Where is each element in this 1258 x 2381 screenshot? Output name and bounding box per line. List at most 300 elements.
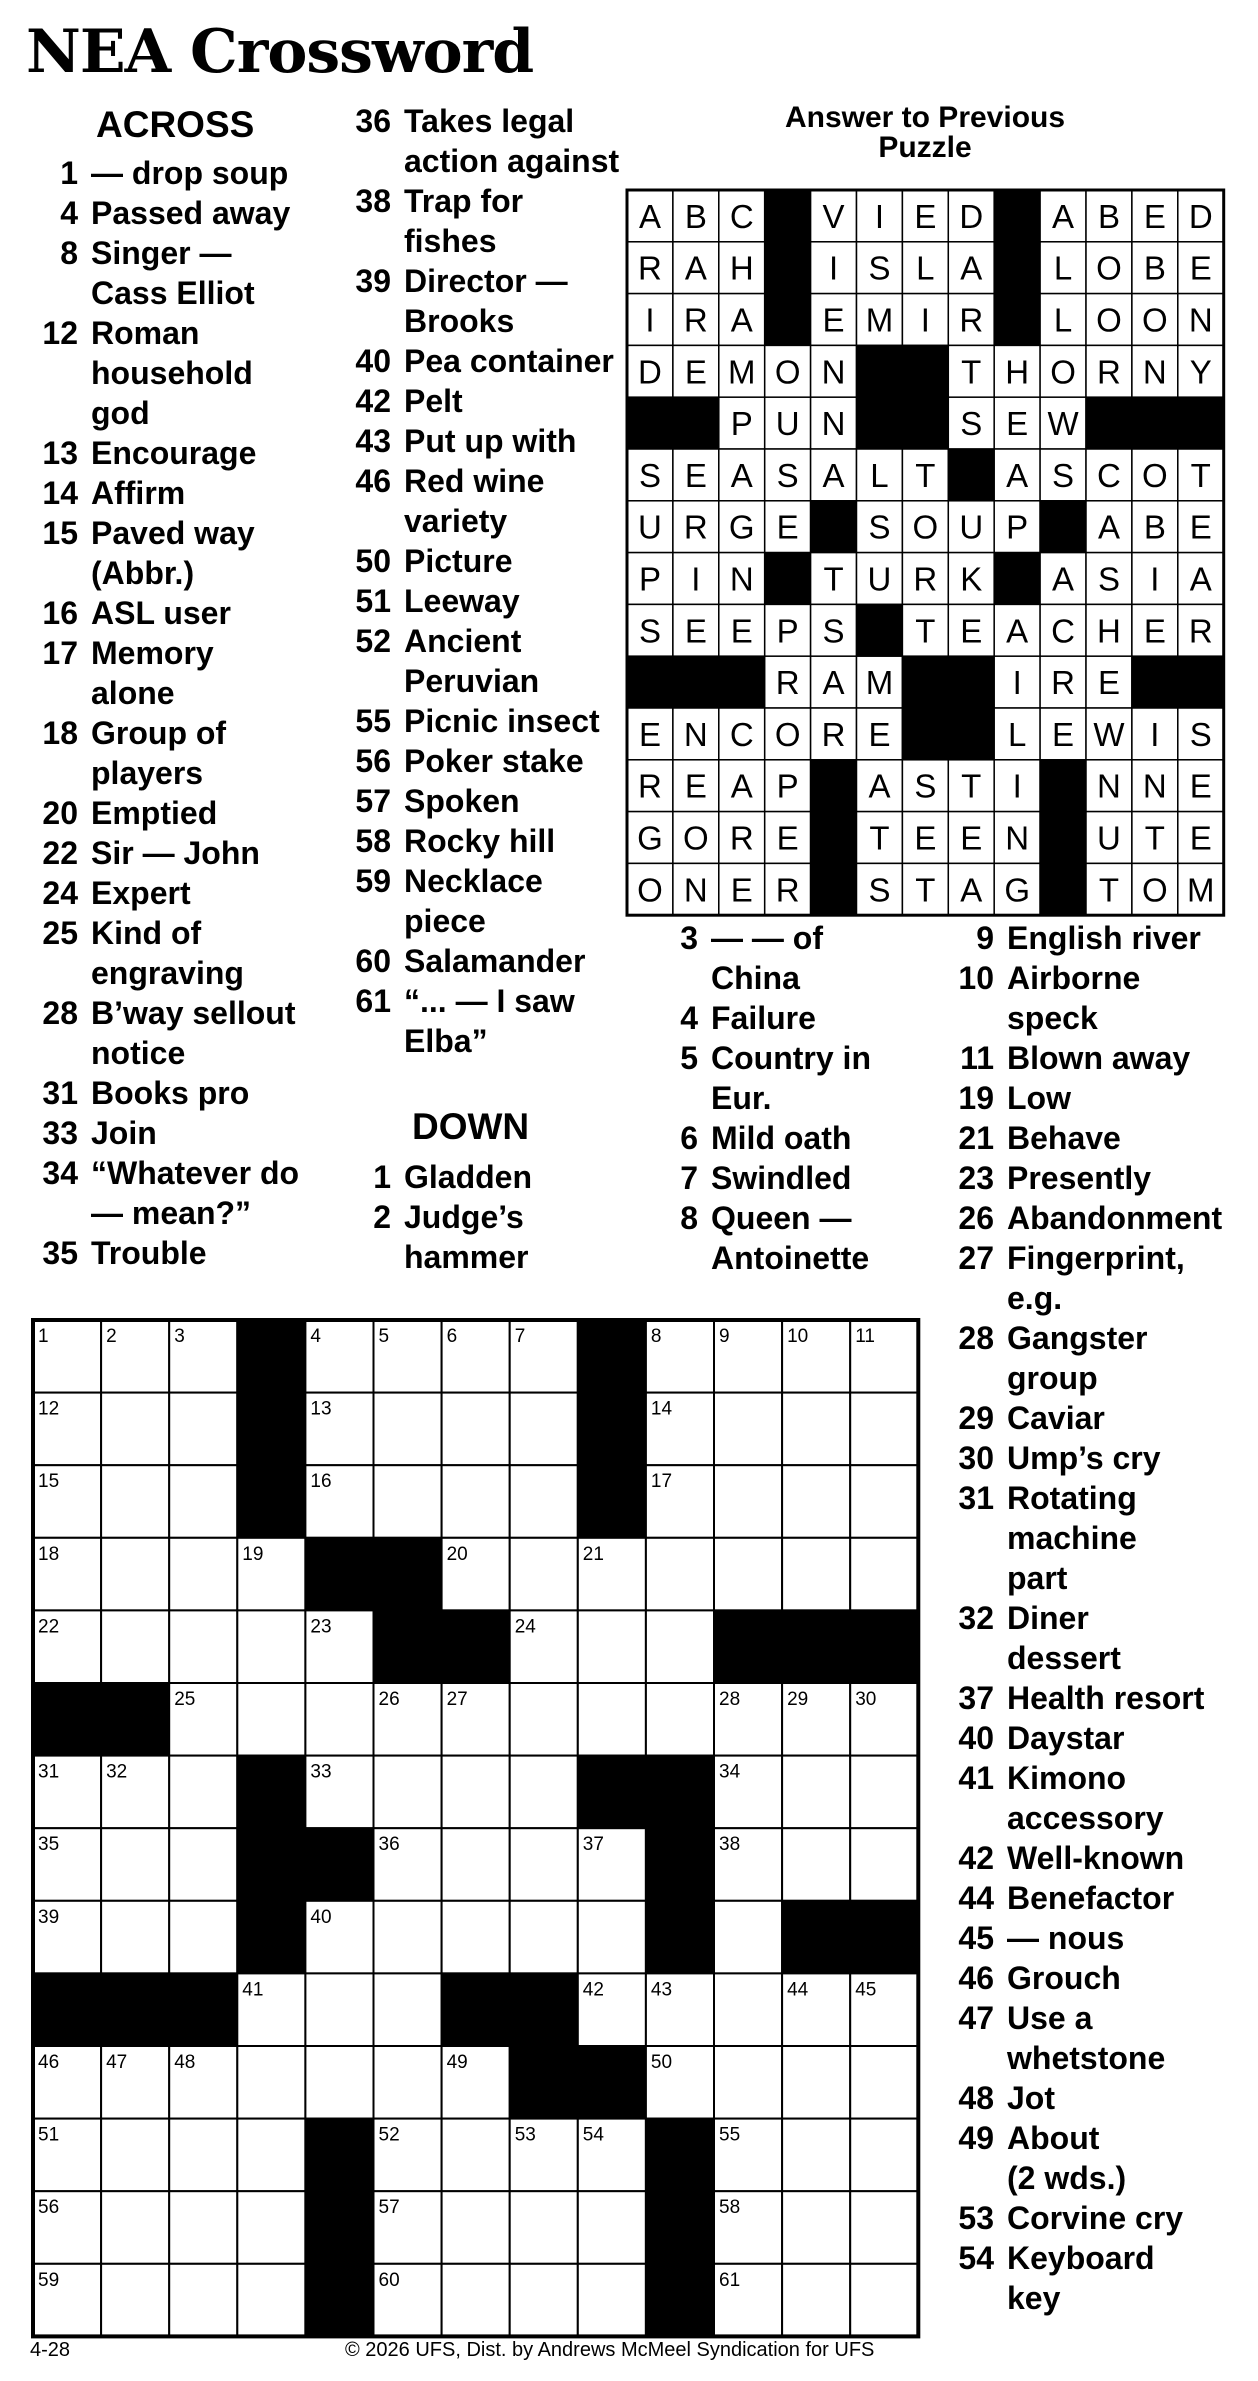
clue-number: 22 (42, 835, 78, 871)
grid-cell[interactable] (510, 1465, 578, 1538)
grid-cell[interactable] (374, 1465, 442, 1538)
clue-number: 30 (958, 1440, 994, 1476)
grid-cell[interactable] (101, 1610, 169, 1683)
clue-number: 44 (958, 1880, 994, 1916)
grid-cell[interactable] (782, 2046, 850, 2119)
clue-text: Picture (404, 543, 513, 579)
grid-cell[interactable] (850, 2264, 918, 2337)
answer-letter: M (1187, 871, 1215, 909)
grid-cell[interactable] (101, 2264, 169, 2337)
cell-number: 12 (38, 1398, 60, 1420)
grid-cell[interactable] (782, 1828, 850, 1901)
answer-letter: M (865, 664, 894, 702)
answer-letter: G (728, 508, 755, 546)
grid-cell[interactable] (578, 2191, 646, 2264)
answer-letter: S (1097, 560, 1120, 598)
clue-number: 39 (355, 263, 391, 299)
grid-block (646, 1756, 714, 1829)
clue-text: Country in Eur. (711, 1040, 871, 1116)
answer-letter: L (1053, 301, 1073, 339)
clue-text: Blown away (1007, 1040, 1191, 1076)
clue-text: About (2 wds.) (1007, 2120, 1127, 2196)
clue-text: Behave (1007, 1120, 1121, 1156)
grid-cell[interactable] (782, 2264, 850, 2337)
grid-cell[interactable] (237, 2191, 305, 2264)
clue-number: 60 (355, 943, 391, 979)
cell-number: 31 (38, 1761, 60, 1783)
answer-letter: E (684, 612, 707, 650)
clue-text: Kind of engraving (91, 915, 244, 991)
clue-number: 27 (958, 1240, 994, 1276)
answer-letter: U (959, 508, 984, 546)
grid-block (237, 1828, 305, 1901)
clue-number: 1 (60, 155, 78, 191)
grid-cell[interactable] (169, 1828, 237, 1901)
clue-number: 5 (680, 1040, 698, 1076)
clue-text: Presently (1007, 1160, 1152, 1196)
grid-cell[interactable] (442, 1393, 510, 1466)
grid-cell[interactable] (442, 2264, 510, 2337)
grid-cell[interactable] (510, 2264, 578, 2337)
answer-letter: E (960, 819, 983, 857)
grid-block (442, 1610, 510, 1683)
clue-number: 31 (958, 1480, 994, 1516)
clue-text: Necklace piece (404, 863, 543, 939)
grid-cell[interactable] (442, 2119, 510, 2192)
grid-block (305, 2264, 373, 2337)
clue-number: 3 (680, 920, 698, 956)
across-heading: ACROSS (96, 104, 255, 145)
grid-cell[interactable] (101, 2191, 169, 2264)
answer-letter: G (637, 819, 663, 857)
answer-letter: A (1006, 456, 1029, 494)
clue-number: 61 (355, 983, 391, 1019)
clue-text: Spoken (404, 783, 520, 819)
answer-letter: E (1143, 197, 1166, 235)
answer-letter: U (1097, 819, 1121, 857)
answer-letter: N (821, 353, 846, 391)
cell-number: 14 (650, 1398, 673, 1420)
cell-number: 51 (38, 2124, 60, 2146)
answer-letter: M (728, 353, 756, 391)
answer-letter: O (1096, 301, 1122, 339)
clue-text: — — of China (711, 920, 823, 996)
clue-number: 42 (958, 1840, 994, 1876)
clue-text: Sir — John (91, 835, 260, 871)
answer-letter: C (729, 197, 754, 235)
grid-cell[interactable] (850, 2119, 918, 2192)
cell-number: 36 (378, 1834, 400, 1856)
cell-number: 22 (38, 1616, 60, 1638)
cell-number: 42 (582, 1979, 604, 2001)
grid-cell[interactable] (578, 1901, 646, 1974)
clue-text: Health resort (1007, 1680, 1205, 1716)
grid-cell[interactable] (374, 2046, 442, 2119)
clue-number: 37 (958, 1680, 994, 1716)
grid-block (578, 1465, 646, 1538)
clue-number: 19 (958, 1080, 994, 1116)
grid-cell[interactable] (442, 1756, 510, 1829)
clue-number: 57 (355, 783, 391, 819)
grid-cell[interactable] (850, 1828, 918, 1901)
grid-cell[interactable] (714, 1901, 782, 1974)
grid-cell[interactable] (169, 1610, 237, 1683)
answer-letter: O (637, 871, 663, 909)
grid-cell[interactable] (782, 2191, 850, 2264)
clue-text: Ump’s cry (1007, 1440, 1161, 1476)
cell-number: 39 (38, 1906, 60, 1928)
answer-letter: P (638, 560, 661, 598)
clue-text: “... — I saw Elba” (404, 983, 575, 1059)
answer-letter: D (638, 353, 662, 391)
answer-letter: T (961, 767, 982, 805)
clue-text: Trouble (91, 1235, 207, 1271)
clue-text: English river (1007, 920, 1201, 956)
clue-text: Airborne speck (1007, 960, 1141, 1036)
grid-cell[interactable] (850, 2191, 918, 2264)
grid-cell[interactable] (510, 1828, 578, 1901)
grid-cell[interactable] (850, 2046, 918, 2119)
answer-letter: R (821, 715, 846, 753)
answer-letter: A (960, 871, 983, 909)
cell-number: 15 (38, 1471, 60, 1493)
grid-cell[interactable] (169, 1756, 237, 1829)
grid-cell[interactable] (169, 1393, 237, 1466)
clue-number: 53 (958, 2200, 994, 2236)
grid-cell[interactable] (782, 1756, 850, 1829)
grid-cell[interactable] (374, 1756, 442, 1829)
clue-number: 58 (355, 823, 391, 859)
grid-cell[interactable] (169, 1538, 237, 1611)
answer-letter: T (915, 456, 936, 494)
clue-number: 56 (355, 743, 391, 779)
grid-cell[interactable] (442, 1901, 510, 1974)
clue-text: Singer — Cass Elliot (91, 235, 255, 311)
answer-letter: L (916, 249, 935, 287)
answer-letter: I (920, 301, 930, 339)
grid-cell[interactable] (101, 1901, 169, 1974)
grid-cell[interactable] (714, 1973, 782, 2046)
cell-number: 28 (719, 1689, 741, 1710)
clue-number: 21 (958, 1120, 994, 1156)
answer-letter: N (1097, 767, 1121, 805)
answer-letter: A (730, 301, 753, 339)
answer-letter: O (1096, 249, 1122, 287)
answer-letter: A (1052, 197, 1075, 235)
clue-text: Keyboard key (1007, 2240, 1155, 2316)
answer-letter: R (775, 871, 800, 909)
clue-text: Rocky hill (404, 823, 556, 859)
cell-number: 18 (38, 1543, 60, 1565)
grid-cell[interactable] (305, 1973, 373, 2046)
grid-block (101, 1683, 169, 1756)
grid-cell[interactable] (374, 1393, 442, 1466)
answer-letter: E (730, 612, 753, 650)
cell-number: 3 (174, 1326, 185, 1347)
grid-block (33, 1683, 101, 1756)
answer-letter: T (961, 353, 982, 391)
answer-letter: N (1188, 301, 1213, 339)
cell-number: 10 (787, 1326, 809, 1347)
grid-block (510, 1973, 578, 2046)
cell-number: 16 (310, 1471, 332, 1493)
answer-letter: O (774, 353, 801, 391)
answer-letter: P (730, 405, 753, 443)
clue-number: 52 (355, 623, 391, 659)
cell-number: 53 (514, 2124, 536, 2146)
cell-number: 47 (106, 2052, 128, 2073)
clue-number: 33 (42, 1115, 78, 1151)
clue-number: 40 (958, 1720, 994, 1756)
clue-text: Expert (91, 875, 191, 911)
answer-letter: T (869, 819, 890, 857)
cell-number: 43 (650, 1979, 673, 2001)
cell-number: 20 (446, 1543, 468, 1565)
cell-number: 48 (174, 2052, 196, 2073)
clue-number: 49 (958, 2120, 994, 2156)
grid-cell[interactable] (782, 1393, 850, 1466)
clue-number: 29 (958, 1400, 994, 1436)
grid-cell[interactable] (578, 2264, 646, 2337)
cell-number: 58 (719, 2197, 741, 2219)
grid-cell[interactable] (169, 2264, 237, 2337)
clue-number: 31 (42, 1075, 78, 1111)
grid-cell[interactable] (237, 2264, 305, 2337)
answer-letter: T (1098, 871, 1120, 909)
clue-text: Use a whetstone (1007, 2000, 1166, 2076)
clue-text: Well-known (1007, 1840, 1185, 1876)
clue-text: — nous (1007, 1920, 1125, 1956)
grid-block (237, 1393, 305, 1466)
clue-number: 54 (958, 2240, 994, 2276)
cell-number: 61 (719, 2269, 741, 2291)
clue-number: 25 (42, 915, 78, 951)
grid-block (237, 1320, 305, 1393)
clue-text: Queen — Antoinette (711, 1200, 870, 1276)
grid-cell[interactable] (237, 2119, 305, 2192)
answer-letter: R (775, 664, 800, 702)
answer-letter: P (776, 612, 799, 650)
grid-cell[interactable] (169, 1465, 237, 1538)
cell-number: 19 (242, 1543, 264, 1565)
answer-letter: E (730, 871, 753, 909)
clue-text: Join (91, 1115, 157, 1151)
grid-block (646, 2119, 714, 2192)
grid-cell[interactable] (646, 1683, 714, 1756)
grid-cell[interactable] (510, 2191, 578, 2264)
answer-letter: U (775, 405, 800, 443)
clue-text: Benefactor (1007, 1880, 1175, 1916)
grid-cell[interactable] (510, 1901, 578, 1974)
clue-number: 46 (958, 1960, 994, 1996)
clue-number: 6 (680, 1120, 698, 1156)
answer-letter: A (638, 197, 661, 235)
grid-cell[interactable] (374, 1901, 442, 1974)
clue-number: 28 (958, 1320, 994, 1356)
answer-letter: D (959, 197, 984, 235)
answer-letter: I (1012, 767, 1022, 805)
answer-letter: R (683, 508, 708, 546)
grid-block (374, 1538, 442, 1611)
answer-letter: H (729, 249, 754, 287)
clue-text: Gladden (404, 1159, 533, 1195)
grid-cell[interactable] (169, 1901, 237, 1974)
grid-cell[interactable] (850, 1756, 918, 1829)
cell-number: 55 (719, 2124, 741, 2146)
clue-text: Takes legal action against (404, 103, 620, 179)
grid-block (237, 1901, 305, 1974)
grid-cell[interactable] (850, 1465, 918, 1538)
grid-cell[interactable] (442, 2191, 510, 2264)
cell-number: 26 (378, 1689, 400, 1710)
cell-number: 6 (446, 1326, 458, 1347)
clue-text: Poker stake (404, 743, 584, 779)
grid-cell[interactable] (442, 1465, 510, 1538)
grid-cell[interactable] (101, 2119, 169, 2192)
clue-text: Fingerprint, e.g. (1007, 1240, 1185, 1316)
grid-cell[interactable] (101, 1393, 169, 1466)
grid-cell[interactable] (714, 2046, 782, 2119)
grid-cell[interactable] (646, 1610, 714, 1683)
grid-block (646, 2191, 714, 2264)
grid-cell[interactable] (850, 1538, 918, 1611)
clue-number: 23 (958, 1160, 994, 1196)
clue-number: 38 (355, 183, 391, 219)
answer-letter: A (822, 664, 845, 702)
grid-cell[interactable] (646, 1538, 714, 1611)
grid-cell[interactable] (169, 2191, 237, 2264)
grid-cell[interactable] (714, 1393, 782, 1466)
grid-cell[interactable] (510, 1756, 578, 1829)
cell-number: 34 (719, 1761, 741, 1783)
cell-number: 7 (514, 1326, 526, 1347)
footer-date: 4-28 (30, 2339, 71, 2361)
clue-number: 45 (958, 1920, 994, 1956)
grid-cell[interactable] (237, 1610, 305, 1683)
answer-letter: O (1142, 871, 1168, 909)
answer-letter: C (729, 715, 754, 753)
answer-letter: S (776, 456, 799, 494)
answer-letter: S (868, 249, 891, 287)
answer-letter: E (684, 353, 707, 391)
clue-text: Pelt (404, 383, 463, 419)
answer-letter: S (960, 405, 983, 443)
previous-answer-heading: Answer to Previous Puzzle (784, 101, 1066, 164)
clue-number: 2 (373, 1199, 391, 1235)
grid-cell[interactable] (442, 1828, 510, 1901)
answer-letter: U (867, 560, 892, 598)
grid-cell[interactable] (578, 1610, 646, 1683)
grid-cell[interactable] (850, 1393, 918, 1466)
grid-cell[interactable] (578, 1683, 646, 1756)
clue-text: Caviar (1007, 1400, 1105, 1436)
cell-number: 5 (378, 1326, 390, 1347)
cell-number: 45 (855, 1979, 877, 2001)
clue-text: Low (1007, 1080, 1071, 1116)
grid-block (782, 1901, 850, 1974)
clue-text: Mild oath (711, 1120, 852, 1156)
cell-number: 24 (514, 1616, 536, 1638)
clue-text: Paved way (Abbr.) (91, 515, 255, 591)
grid-cell[interactable] (101, 1538, 169, 1611)
cell-number: 40 (310, 1906, 332, 1928)
grid-cell[interactable] (237, 1683, 305, 1756)
grid-block (305, 2119, 373, 2192)
grid-cell[interactable] (305, 1683, 373, 1756)
grid-cell[interactable] (782, 1465, 850, 1538)
clue-text: Group of players (91, 715, 227, 791)
grid-block (510, 2046, 578, 2119)
clue-text: Failure (711, 1000, 816, 1036)
cell-number: 60 (378, 2269, 400, 2291)
answer-letter: E (960, 612, 983, 650)
grid-cell[interactable] (782, 1538, 850, 1611)
grid-cell[interactable] (169, 2119, 237, 2192)
cell-number: 49 (446, 2052, 468, 2073)
answer-letter: T (915, 612, 936, 650)
cell-number: 54 (582, 2124, 604, 2146)
grid-block (646, 1901, 714, 1974)
grid-cell[interactable] (101, 1828, 169, 1901)
clue-text: Ancient Peruvian (404, 623, 540, 699)
cell-number: 25 (174, 1689, 196, 1710)
cell-number: 4 (310, 1326, 321, 1347)
cell-number: 50 (650, 2052, 673, 2073)
answer-letter: S (868, 871, 891, 909)
grid-block (101, 1973, 169, 2046)
clue-number: 46 (355, 463, 391, 499)
grid-cell[interactable] (374, 1973, 442, 2046)
grid-cell[interactable] (782, 2119, 850, 2192)
grid-cell[interactable] (714, 1465, 782, 1538)
grid-cell[interactable] (510, 1538, 578, 1611)
answer-letter: E (868, 715, 891, 753)
answer-letter: L (870, 456, 889, 494)
answer-letter: S (638, 456, 661, 494)
grid-block (646, 1828, 714, 1901)
grid-cell[interactable] (237, 2046, 305, 2119)
clue-number: 7 (680, 1160, 698, 1196)
grid-cell[interactable] (305, 2046, 373, 2119)
answer-letter: N (1005, 819, 1030, 857)
clue-text: Jot (1007, 2080, 1055, 2116)
answer-letter: B (1097, 197, 1120, 235)
cell-number: 46 (38, 2052, 60, 2073)
clue-number: 8 (680, 1200, 698, 1236)
grid-cell[interactable] (510, 1683, 578, 1756)
clue-number: 4 (680, 1000, 698, 1036)
cell-number: 37 (582, 1834, 604, 1856)
grid-cell[interactable] (101, 1465, 169, 1538)
answer-letter: S (1189, 715, 1212, 753)
answer-letter: E (1097, 664, 1120, 702)
grid-block (782, 1610, 850, 1683)
footer-copyright: © 2026 UFS, Dist. by Andrews McMeel Syndication for UFS (345, 2339, 875, 2361)
answer-letter: C (1051, 612, 1075, 650)
grid-cell[interactable] (510, 1393, 578, 1466)
answer-letter: I (1012, 664, 1022, 702)
clue-text: Director — Brooks (404, 263, 568, 339)
answer-letter: P (776, 767, 799, 805)
answer-letter: H (1097, 612, 1121, 650)
clue-text: Put up with (404, 423, 577, 459)
grid-cell[interactable] (714, 1538, 782, 1611)
clue-text: Corvine cry (1007, 2200, 1184, 2236)
clue-text: Daystar (1007, 1720, 1125, 1756)
clue-number: 9 (976, 920, 994, 956)
answer-letter: T (1144, 819, 1165, 857)
answer-letter: S (914, 767, 937, 805)
